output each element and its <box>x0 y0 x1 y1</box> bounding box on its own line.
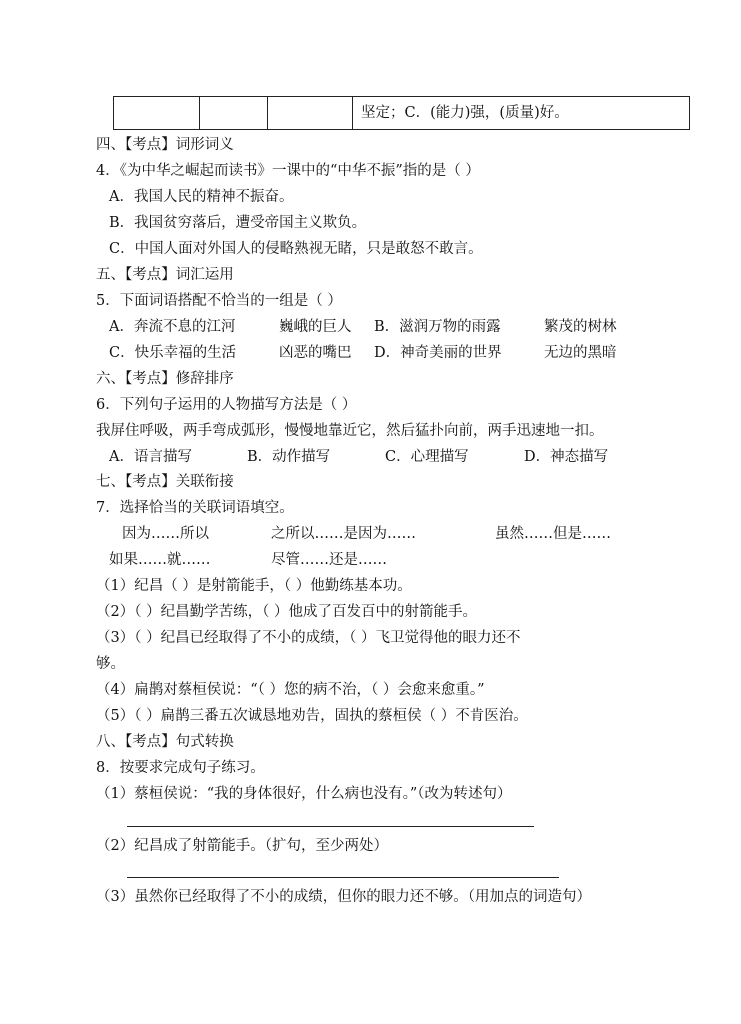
option-b: B．动作描写 <box>247 449 331 465</box>
fill-item-3: （3）（ ）纪昌已经取得了不小的成绩，（ ）飞卫觉得他的眼力还不 <box>96 630 521 646</box>
section-heading: 八、【考点】句式转换 <box>96 734 234 750</box>
answer-table-row <box>113 96 690 130</box>
option-a: A．语言描写 <box>109 449 192 465</box>
question-8: 8．按要求完成句子练习。 <box>96 760 265 776</box>
option-c: C．心理描写 <box>385 449 469 465</box>
fill-item-4: （4）扁鹊对蔡桓侯说：“（ ）您的病不治，（ ）会愈来愈重。” <box>96 682 485 698</box>
option-d-phrase: 无边的黑暗 <box>544 345 617 361</box>
question-6-sentence: 我屏住呼吸，两手弯成弧形，慢慢地靠近它，然后猛扑向前，两手迅速地一扣。 <box>96 423 604 439</box>
answer-line[interactable] <box>127 826 534 827</box>
connective-word: 虽然……但是…… <box>495 526 611 542</box>
answer-line[interactable] <box>127 877 559 878</box>
exercise-item-3: （3）虽然你已经取得了不小的成绩，但你的眼力还不够。（用加点的词造句） <box>96 889 591 905</box>
section-heading: 五、【考点】词汇运用 <box>96 267 234 283</box>
connective-word: 之所以……是因为…… <box>271 526 416 542</box>
option-c-phrase: 凶恶的嘴巴 <box>279 345 352 361</box>
option-c: C．快乐幸福的生活 <box>109 345 237 361</box>
section-heading: 六、【考点】修辞排序 <box>96 371 234 387</box>
fill-item-3-cont: 够。 <box>96 656 125 672</box>
table-cell <box>200 97 268 129</box>
connective-word: 因为……所以 <box>122 526 209 542</box>
fill-item-1: （1）纪昌（ ）是射箭能手，（ ）他勤练基本功。 <box>96 578 412 594</box>
option-b-phrase: 繁茂的树林 <box>544 319 617 335</box>
question-6: 6．下列句子运用的人物描写方法是（ ） <box>96 397 357 413</box>
question-5: 5．下面词语搭配不恰当的一组是（ ） <box>96 293 342 309</box>
exercise-item-2: （2）纪昌成了射箭能手。（扩句，至少两处） <box>96 838 388 854</box>
option-d: D．神奇美丽的世界 <box>374 345 502 361</box>
option-a-phrase: 巍峨的巨人 <box>279 319 352 335</box>
question-4: 4．《为中华之崛起而读书》一课中的“中华不振”指的是（ ） <box>96 163 480 179</box>
table-cell-text: 坚定；C．(能力)强，(质量)好。 <box>361 105 569 121</box>
connective-word: 如果……就…… <box>109 552 211 568</box>
option-a: A．奔流不息的江河 <box>109 319 236 335</box>
table-cell <box>114 97 200 129</box>
exercise-item-1: （1）蔡桓侯说：“我的身体很好，什么病也没有。”（改为转述句） <box>96 786 512 802</box>
option-a: A．我国人民的精神不振奋。 <box>109 189 294 205</box>
fill-item-2: （2）（ ）纪昌勤学苦练，（ ）他成了百发百中的射箭能手。 <box>96 604 477 620</box>
option-d: D．神态描写 <box>524 449 609 465</box>
option-b: B．滋润万物的雨露 <box>374 319 501 335</box>
section-heading: 七、【考点】关联衔接 <box>96 474 234 490</box>
table-cell <box>268 97 353 129</box>
option-b: B．我国贫穷落后，遭受帝国主义欺负。 <box>109 215 367 231</box>
question-7: 7．选择恰当的关联词语填空。 <box>96 500 294 516</box>
connective-word: 尽管……还是…… <box>271 552 387 568</box>
option-c: C．中国人面对外国人的侵略熟视无睹，只是敢怒不敢言。 <box>109 241 483 257</box>
section-heading: 四、【考点】词形词义 <box>96 137 234 153</box>
fill-item-5: （5）（ ）扁鹊三番五次诚恳地劝告，固执的蔡桓侯（ ）不肯医治。 <box>96 708 528 724</box>
